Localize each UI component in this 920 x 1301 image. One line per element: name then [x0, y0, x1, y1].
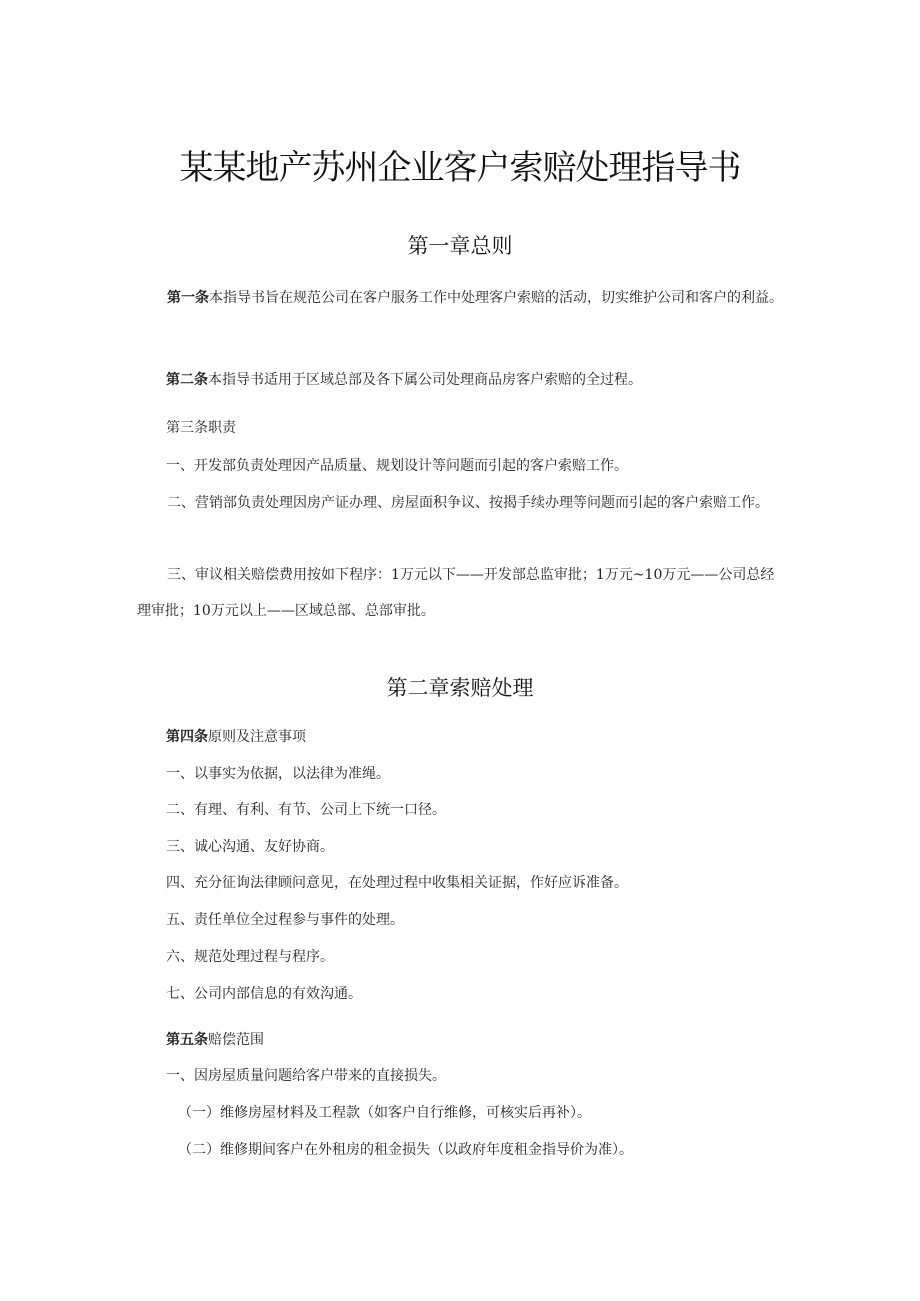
article-3-item-3: 三、审议相关赔偿费用按如下程序：1万元以下——开发部总监审批；1万元~10万元——公司总经理审批；10万元以上——区域总部、总部审批。 [137, 567, 775, 619]
article-2-label: 第二条 [166, 372, 208, 388]
article-4-label: 第四条 [166, 729, 208, 745]
article-4-item-4: 四、充分征询法律顾问意见，在处理过程中收集相关证据，作好应诉准备。 [166, 875, 628, 891]
chapter-1-heading: 第一章总则 [407, 234, 513, 258]
article-5-label: 第五条 [166, 1032, 208, 1048]
article-4-item-7: 七、公司内部信息的有效沟通。 [166, 986, 362, 1002]
article-2 [166, 362, 806, 398]
article-5-heading [166, 1022, 806, 1058]
article-4-heading [166, 719, 806, 755]
chapter-2-heading: 第二章索赔处理 [386, 676, 534, 700]
article-4-item-6: 六、规范处理过程与程序。 [166, 949, 334, 965]
article-4-item-5: 五、责任单位全过程参与事件的处理。 [166, 912, 404, 928]
article-3-heading: 第三条职责 [166, 420, 236, 436]
article-5-text: 赔偿范围 [208, 1032, 264, 1048]
article-1-text: 本指导书旨在规范公司在客户服务工作中处理客户索赔的活动，切实维护公司和客户的利益。 [209, 290, 783, 306]
article-4-text: 原则及注意事项 [208, 729, 306, 745]
article-4-item-1: 一、以事实为依据，以法律为准绳。 [166, 766, 390, 782]
article-3-item-2: 二、营销部负责处理因房产证办理、房屋面积争议、按揭手续办理等问题而引起的客户索赔工作。 [167, 495, 769, 511]
article-5-subitem-1: （一）维修房屋材料及工程款（如客户自行维修，可核实后再补）。 [178, 1105, 591, 1121]
article-1 [137, 280, 787, 316]
article-5-subitem-2: （二）维修期间客户在外租房的租金损失（以政府年度租金指导价为准）。 [178, 1142, 633, 1158]
article-1-label: 第一条 [167, 290, 209, 306]
article-5-item-1: 一、因房屋质量问题给客户带来的直接损失。 [166, 1068, 446, 1084]
article-4-item-3: 三、诚心沟通、友好协商。 [166, 839, 334, 855]
article-4-item-2: 二、有理、有利、有节、公司上下统一口径。 [166, 802, 446, 818]
document-title: 某某地产苏州企业客户索赔处理指导书 [179, 148, 741, 188]
article-3-item-1: 一、开发部负责处理因产品质量、规划设计等问题而引起的客户索赔工作。 [166, 458, 628, 474]
article-2-text: 本指导书适用于区域总部及各下属公司处理商品房客户索赔的全过程。 [208, 372, 642, 388]
